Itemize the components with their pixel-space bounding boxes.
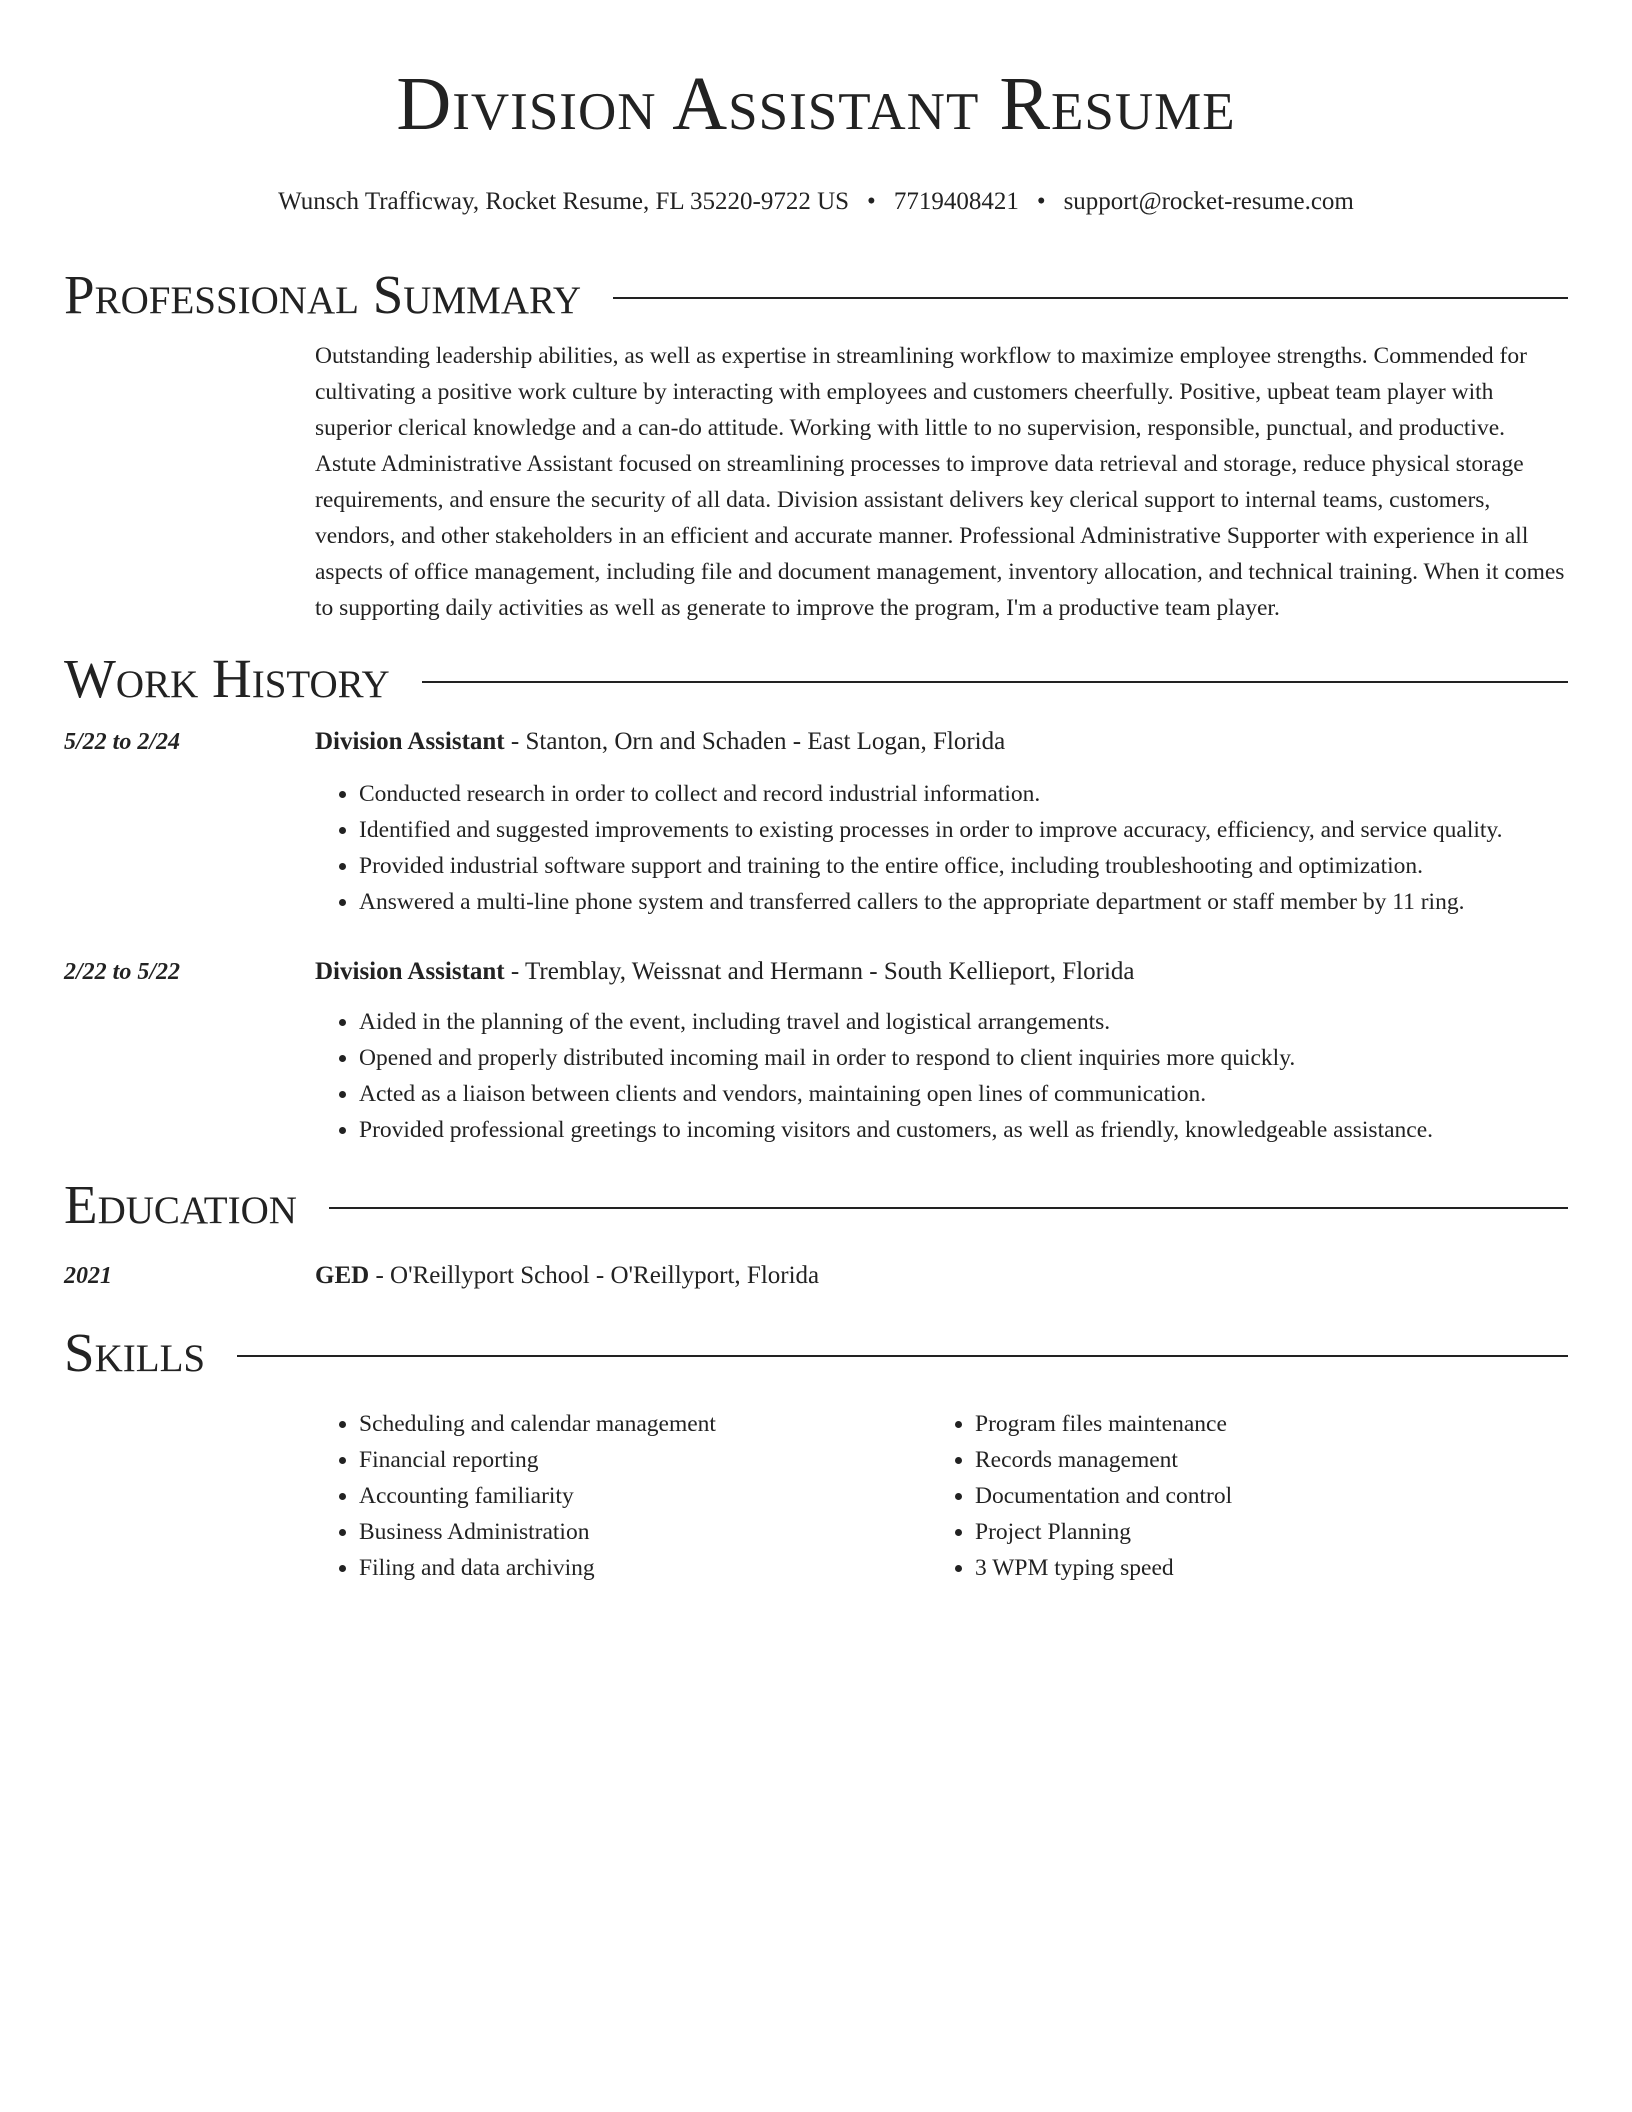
contact-line bbox=[64, 186, 1568, 218]
skills-heading: Skills bbox=[64, 1322, 206, 1383]
contact-email: support@rocket-resume.com bbox=[1063, 188, 1354, 215]
skills-column-right bbox=[931, 1406, 1547, 1586]
job-body bbox=[315, 724, 1568, 920]
section-divider bbox=[613, 297, 1568, 299]
job-bullet: • Provided industrial software support and training to the entire office, including troubleshooting and optimization. bbox=[359, 848, 1568, 884]
job-bullet: • Opened and properly distributed incoming mail in order to respond to client inquiries more quickly. bbox=[359, 1040, 1568, 1076]
job-details: - Tremblay, Weissnat and Hermann - South Kellieport, Florida bbox=[504, 958, 1135, 985]
job-body bbox=[315, 954, 1568, 1148]
section-divider bbox=[422, 681, 1568, 683]
education-section-header bbox=[64, 1172, 1568, 1238]
skills-list bbox=[315, 1406, 1568, 1586]
job-bullet: • Provided professional greetings to incoming visitors and customers, as well as friendly, knowledgeable assistance. bbox=[359, 1112, 1568, 1148]
summary-text: Outstanding leadership abilities, as well as expertise in streamlining workflow to maximize employee strengths. Commended for cultivating a positive work culture by interacting with employees and customers cheerfully. Positive, upbeat team player with superior clerical knowledge and a can-do attitude. Working with little to no supervision, responsible, punctual, and productive. Astute Administrative Assistant focused on streamlining processes to improve data retrieval and storage, reduce physical storage requirements, and ensure the security of all data. Division assistant delivers key clerical support to internal teams, customers, vendors, and other stakeholders in an efficient and accurate manner. Professional Administrative Supporter with experience in all aspects of office management, including file and document management, inventory allocation, and technical training. When it comes to supporting daily activities as well as generate to improve the program, I'm a productive team player. bbox=[315, 343, 1565, 621]
skill-item: • 3 WPM typing speed bbox=[975, 1550, 1547, 1586]
contact-address: Wunsch Trafficway, Rocket Resume, FL 35220-9722 US bbox=[278, 188, 850, 215]
work-section-header bbox=[64, 646, 1568, 712]
education-degree: GED bbox=[315, 1262, 370, 1289]
skill-item: • Records management bbox=[975, 1442, 1547, 1478]
job-date: 5/22 to 2/24 bbox=[64, 729, 181, 755]
job-bullet: • Conducted research in order to collect and record industrial information. bbox=[359, 776, 1568, 812]
job-details: - Stanton, Orn and Schaden - East Logan, Florida bbox=[504, 728, 1006, 755]
job-bullet: • Identified and suggested improvements to existing processes in order to improve accuracy, efficiency, and service quality. bbox=[359, 812, 1568, 848]
section-divider bbox=[237, 1355, 1568, 1357]
contact-separator: • bbox=[1036, 188, 1046, 215]
skill-item: • Project Planning bbox=[975, 1514, 1547, 1550]
summary-heading: Professional Summary bbox=[64, 264, 582, 325]
skill-item: • Accounting familiarity bbox=[359, 1478, 931, 1514]
skill-item: • Business Administration bbox=[359, 1514, 931, 1550]
contact-separator: • bbox=[867, 188, 876, 215]
job-bullets bbox=[315, 1004, 1568, 1148]
job-bullets bbox=[315, 776, 1568, 920]
job-entry bbox=[64, 724, 1568, 920]
resume-page bbox=[64, 0, 1568, 1586]
skill-item: • Filing and data archiving bbox=[359, 1550, 931, 1586]
job-bullet: • Answered a multi-line phone system and transferred callers to the appropriate department or staff member by 11 ring. bbox=[359, 884, 1568, 920]
job-headline bbox=[315, 724, 1568, 760]
skill-item: • Program files maintenance bbox=[975, 1406, 1547, 1442]
job-title: Division Assistant bbox=[315, 728, 505, 755]
work-heading: Work History bbox=[64, 648, 390, 709]
summary-section-header bbox=[64, 262, 1568, 328]
education-details: - O'Reillyport School - O'Reillyport, Florida bbox=[369, 1262, 820, 1289]
job-bullet: • Acted as a liaison between clients and vendors, maintaining open lines of communication. bbox=[359, 1076, 1568, 1112]
job-headline bbox=[315, 954, 1568, 990]
education-heading: Education bbox=[64, 1174, 297, 1235]
job-title: Division Assistant bbox=[315, 958, 505, 985]
skills-column-left bbox=[315, 1406, 931, 1586]
education-body bbox=[315, 1258, 1568, 1294]
education-entry bbox=[64, 1258, 1568, 1294]
education-date: 2021 bbox=[64, 1263, 112, 1289]
skill-item: • Scheduling and calendar management bbox=[359, 1406, 931, 1442]
skill-item: • Documentation and control bbox=[975, 1478, 1547, 1514]
job-date: 2/22 to 5/22 bbox=[64, 959, 181, 985]
skills-section-header bbox=[64, 1320, 1568, 1386]
education-headline bbox=[315, 1258, 1568, 1294]
job-entry bbox=[64, 954, 1568, 1148]
job-bullet: • Aided in the planning of the event, including travel and logistical arrangements. bbox=[359, 1004, 1568, 1040]
contact-phone: 7719408421 bbox=[893, 188, 1019, 215]
section-divider bbox=[329, 1207, 1568, 1209]
resume-title: Division Assistant Resume bbox=[396, 62, 1236, 146]
skill-item: • Financial reporting bbox=[359, 1442, 931, 1478]
